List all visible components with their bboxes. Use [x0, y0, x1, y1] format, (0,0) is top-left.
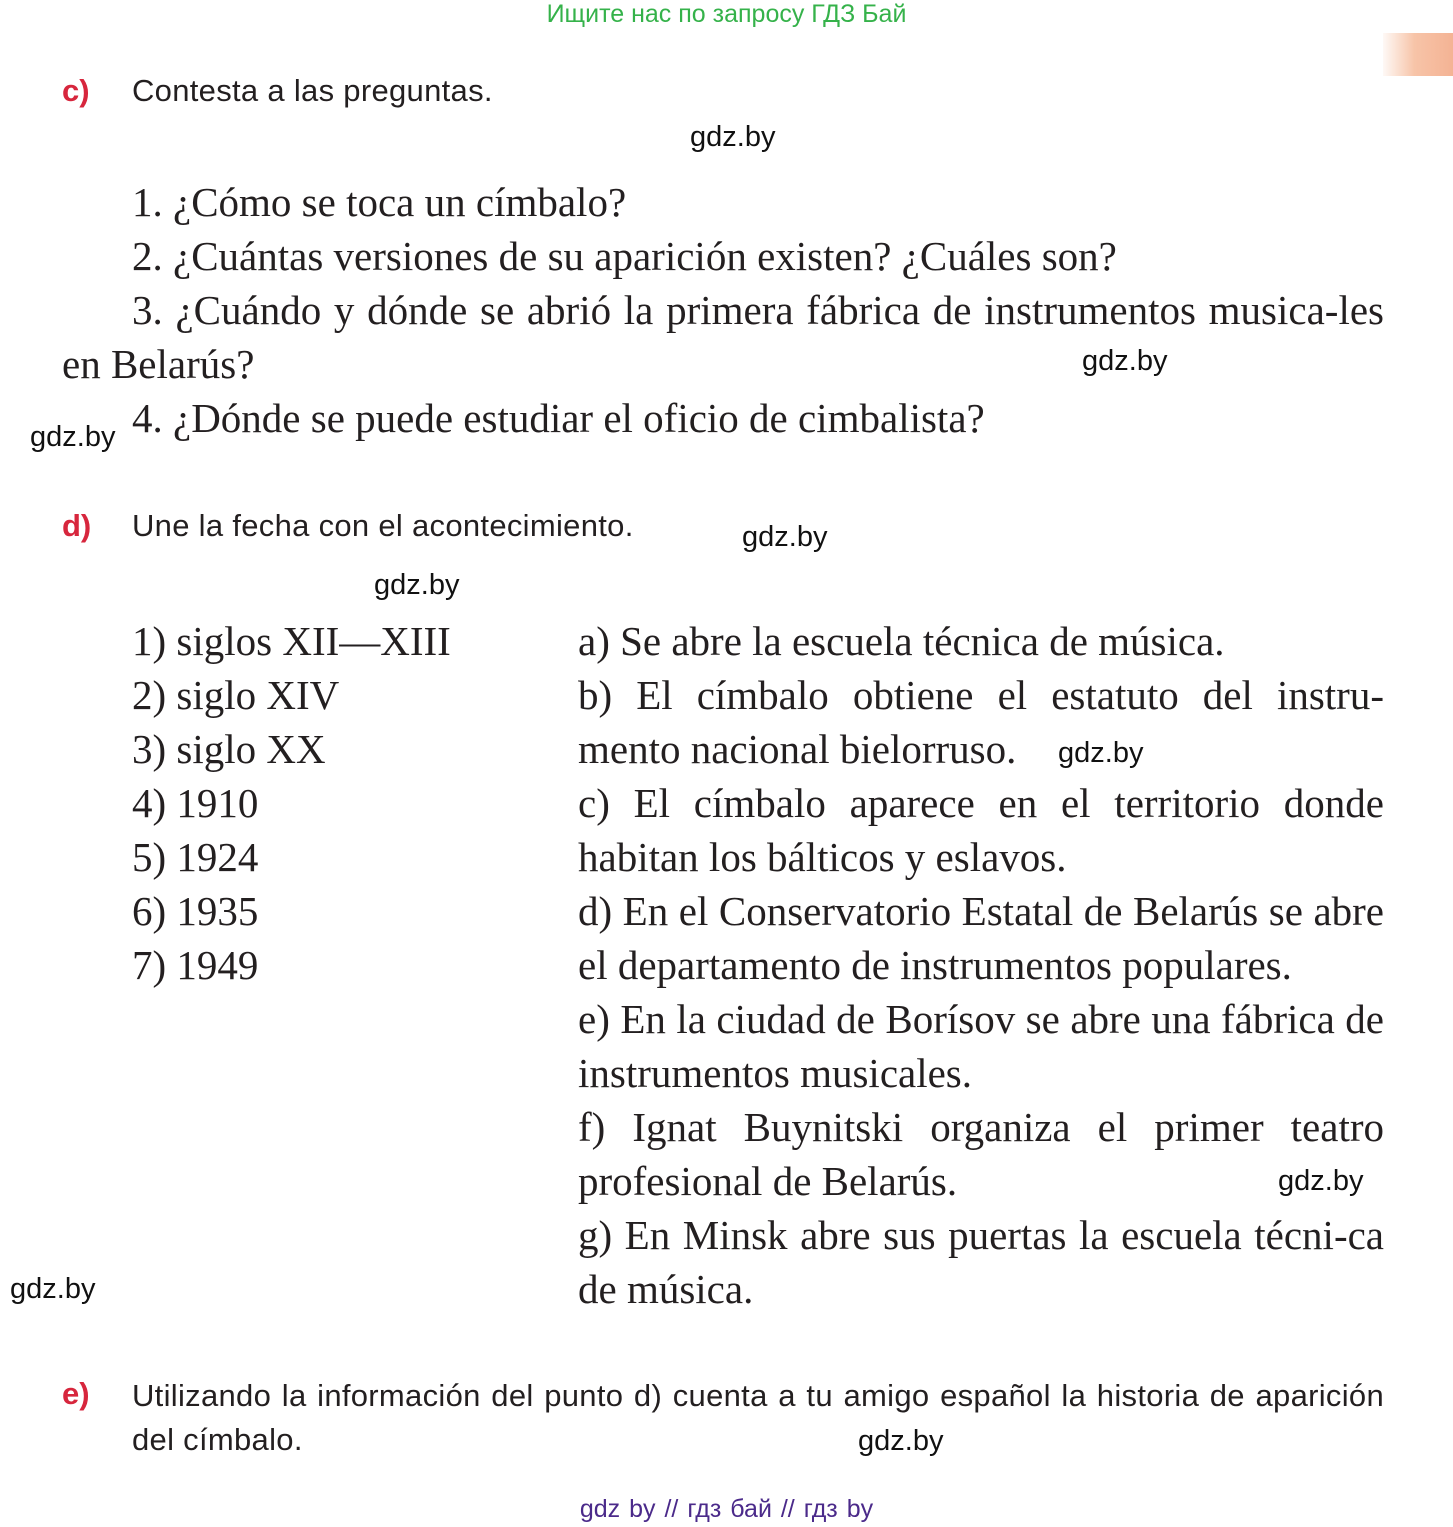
question-3: 3. ¿Cuándo y dónde se abrió la primera fábrica de instrumentos musica-les en Belarús?: [62, 287, 1384, 387]
corner-decoration: [1383, 33, 1453, 76]
question-2: 2. ¿Cuántas versiones de su aparición existen? ¿Cuáles son?: [132, 233, 1117, 279]
question-1: 1. ¿Cómo se toca un címbalo?: [132, 179, 627, 225]
event-item: b) El címbalo obtiene el estatuto del instru-mento nacional bielorruso.: [578, 672, 1384, 772]
date-list: [132, 614, 552, 992]
watermark: gdz.by: [1058, 737, 1144, 769]
event-item: e) En la ciudad de Borísov se abre una fábrica de instrumentos musicales.: [578, 996, 1384, 1096]
top-banner[interactable]: Ищите нас по запросу ГДЗ Бай: [546, 0, 907, 28]
date-item: 7) 1949: [132, 942, 259, 988]
event-item: a) Se abre la escuela técnica de música.: [578, 618, 1225, 664]
section-c-letter: c): [62, 73, 90, 108]
watermark: gdz.by: [690, 121, 776, 153]
event-item: c) El címbalo aparece en el territorio donde habitan los bálticos y eslavos.: [578, 780, 1384, 880]
event-list: [578, 614, 1384, 1316]
event-item: f) Ignat Buynitski organiza el primer teatro profesional de Belarús.: [578, 1104, 1384, 1204]
event-item: d) En el Conservatorio Estatal de Belarús se abre el departamento de instrumentos populares.: [578, 888, 1384, 988]
date-item: 4) 1910: [132, 780, 259, 826]
date-item: 5) 1924: [132, 834, 259, 880]
watermark: gdz.by: [742, 521, 828, 553]
section-d-letter: d): [62, 508, 92, 543]
watermark: gdz.by: [374, 569, 460, 601]
watermark: gdz.by: [1278, 1165, 1364, 1197]
watermark: gdz.by: [30, 421, 116, 453]
section-d-instruction: Une la fecha con el acontecimiento.: [132, 508, 634, 543]
date-item: 1) siglos XII—XIII: [132, 618, 451, 664]
date-item: 2) siglo XIV: [132, 672, 340, 718]
question-4: 4. ¿Dónde se puede estudiar el oficio de cimbalista?: [132, 395, 985, 441]
watermark: gdz.by: [1082, 345, 1168, 377]
date-item: 3) siglo XX: [132, 726, 326, 772]
footer-links[interactable]: gdz by // гдз бай // гдз by: [579, 1495, 874, 1523]
watermark: gdz.by: [858, 1425, 944, 1457]
watermark: gdz.by: [10, 1273, 96, 1305]
date-item: 6) 1935: [132, 888, 259, 934]
event-item: g) En Minsk abre sus puertas la escuela técni-ca de música.: [578, 1212, 1384, 1312]
section-c-instruction: Contesta a las preguntas.: [132, 73, 493, 108]
section-e-instruction: Utilizando la información del punto d) cuenta a tu amigo español la historia de aparición del címbalo.: [132, 1378, 1384, 1457]
section-e-letter: e): [62, 1376, 90, 1411]
